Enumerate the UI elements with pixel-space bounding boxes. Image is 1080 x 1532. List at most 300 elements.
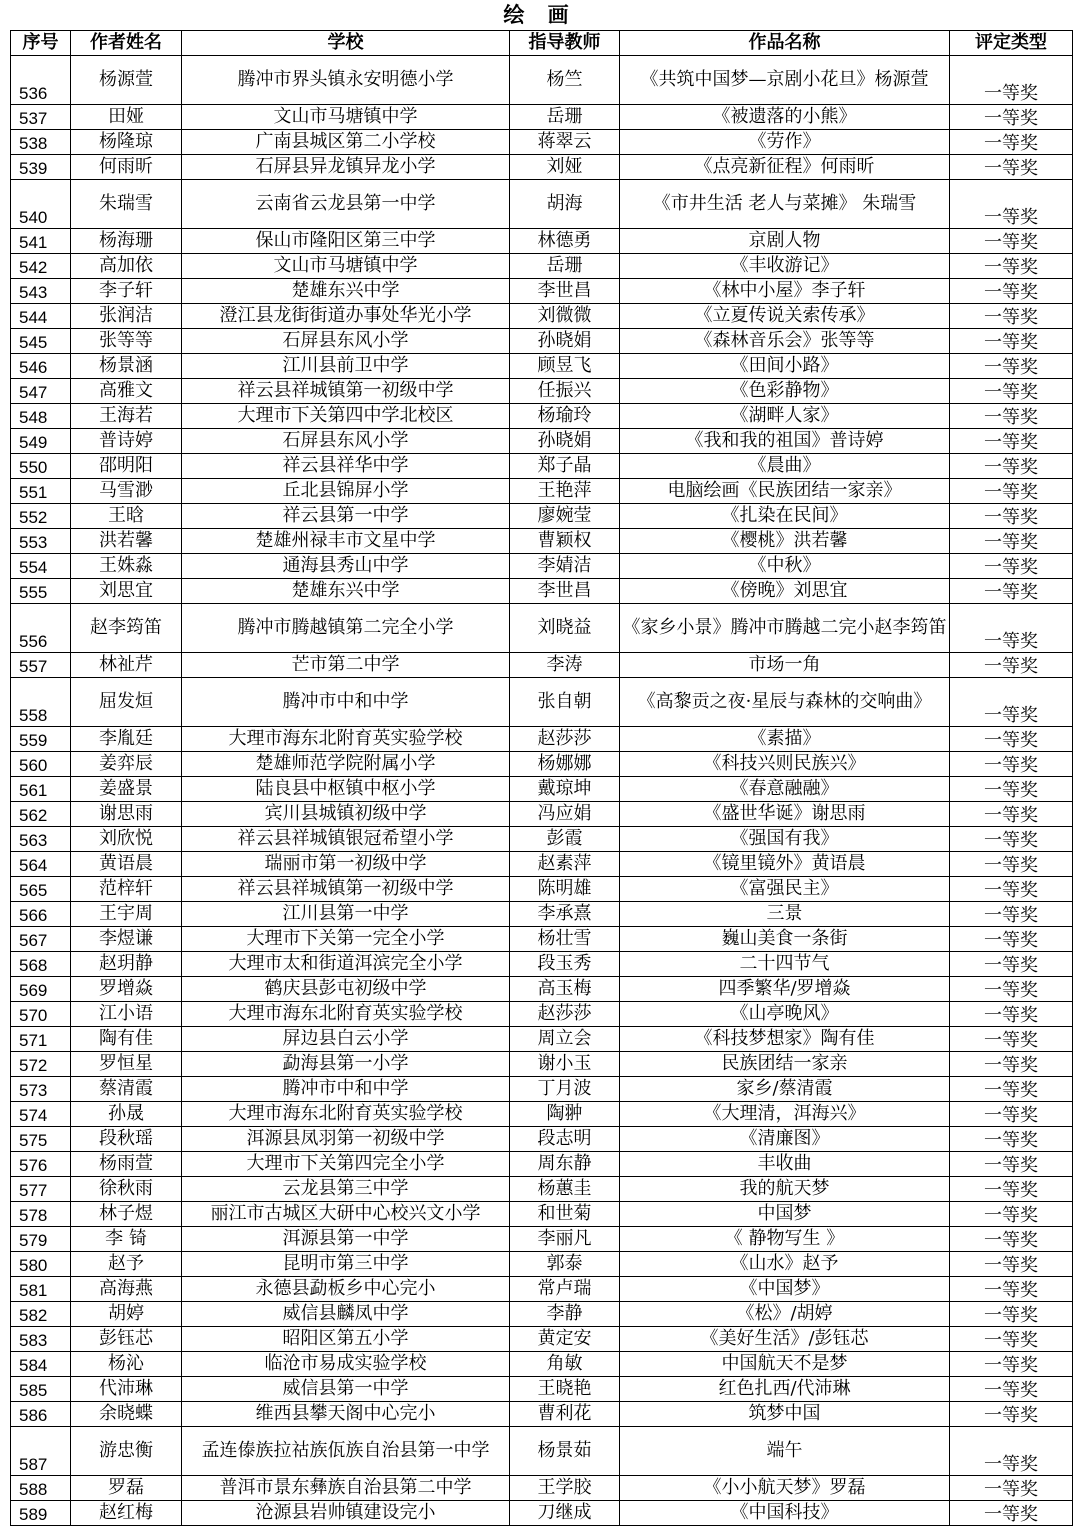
row-teacher: 岳珊 (510, 254, 620, 279)
row-work-title: 《 静物写生 》 (620, 1227, 950, 1252)
table-row (11, 1501, 1073, 1526)
row-work-title: 《素描》 (620, 727, 950, 752)
row-seq-number: 547 (11, 379, 71, 404)
row-seq-number: 545 (11, 329, 71, 354)
row-author-name: 杨源萱 (71, 56, 182, 105)
row-work-title: 丰收曲 (620, 1152, 950, 1177)
row-award-type: 一等奖 (950, 304, 1073, 329)
row-school: 祥云县祥城镇第一初级中学 (182, 379, 510, 404)
row-teacher: 曹颖权 (510, 529, 620, 554)
row-teacher: 常卢瑞 (510, 1277, 620, 1302)
row-seq-number: 581 (11, 1277, 71, 1302)
row-school: 腾冲市中和中学 (182, 1077, 510, 1102)
row-work-title: 我的航天梦 (620, 1177, 950, 1202)
row-teacher: 曹利花 (510, 1402, 620, 1427)
row-seq-number: 588 (11, 1476, 71, 1501)
row-seq-number: 585 (11, 1377, 71, 1402)
row-teacher: 陈明雄 (510, 877, 620, 902)
row-work-title: 红色扎西/代沛琳 (620, 1377, 950, 1402)
row-teacher: 丁月波 (510, 1077, 620, 1102)
table-row (11, 1252, 1073, 1277)
table-row (11, 454, 1073, 479)
row-author-name: 代沛琳 (71, 1377, 182, 1402)
table-row (11, 927, 1073, 952)
row-seq-number: 577 (11, 1177, 71, 1202)
row-teacher: 谢小玉 (510, 1052, 620, 1077)
row-award-type: 一等奖 (950, 329, 1073, 354)
row-work-title: 《科技梦想家》陶有佳 (620, 1027, 950, 1052)
row-seq-number: 584 (11, 1352, 71, 1377)
row-work-title: 《立夏传说关索传承》 (620, 304, 950, 329)
row-seq-number: 568 (11, 952, 71, 977)
row-seq-number: 559 (11, 727, 71, 752)
header-work-title: 作品名称 (620, 31, 950, 56)
row-work-title: 《强国有我》 (620, 827, 950, 852)
row-work-title: 《中国梦》 (620, 1277, 950, 1302)
row-teacher: 李涛 (510, 653, 620, 678)
row-seq-number: 579 (11, 1227, 71, 1252)
row-award-type: 一等奖 (950, 1402, 1073, 1427)
row-work-title: 《中秋》 (620, 554, 950, 579)
table-row (11, 1027, 1073, 1052)
row-work-title: 二十四节气 (620, 952, 950, 977)
row-work-title: 《丰收游记》 (620, 254, 950, 279)
row-school: 宾川县城镇初级中学 (182, 802, 510, 827)
row-seq-number: 582 (11, 1302, 71, 1327)
row-seq-number: 562 (11, 802, 71, 827)
row-work-title: 《樱桃》洪若馨 (620, 529, 950, 554)
row-teacher: 胡海 (510, 180, 620, 229)
row-teacher: 冯应娟 (510, 802, 620, 827)
row-work-title: 三景 (620, 902, 950, 927)
row-school: 腾冲市界头镇永安明德小学 (182, 56, 510, 105)
row-award-type: 一等奖 (950, 1277, 1073, 1302)
row-award-type: 一等奖 (950, 927, 1073, 952)
row-award-type: 一等奖 (950, 1077, 1073, 1102)
row-school: 维西县攀天阁中心完小 (182, 1402, 510, 1427)
row-award-type: 一等奖 (950, 279, 1073, 304)
table-row (11, 653, 1073, 678)
row-work-title: 《扎染在民间》 (620, 504, 950, 529)
row-teacher: 顾昱飞 (510, 354, 620, 379)
awards-table (10, 30, 1073, 1526)
row-author-name: 王宇周 (71, 902, 182, 927)
row-seq-number: 589 (11, 1501, 71, 1526)
row-author-name: 朱瑞雪 (71, 180, 182, 229)
row-author-name: 谢思雨 (71, 802, 182, 827)
row-award-type: 一等奖 (950, 229, 1073, 254)
row-teacher: 孙晓娟 (510, 329, 620, 354)
header-seq: 序号 (11, 31, 71, 56)
row-work-title: 《清廉图》 (620, 1127, 950, 1152)
row-seq-number: 563 (11, 827, 71, 852)
table-row (11, 1127, 1073, 1152)
table-row (11, 1277, 1073, 1302)
row-school: 鹤庆县彭屯初级中学 (182, 977, 510, 1002)
row-school: 江川县前卫中学 (182, 354, 510, 379)
row-author-name: 普诗婷 (71, 429, 182, 454)
table-row (11, 329, 1073, 354)
row-author-name: 张等等 (71, 329, 182, 354)
row-work-title: 中国航天不是梦 (620, 1352, 950, 1377)
row-award-type: 一等奖 (950, 977, 1073, 1002)
row-author-name: 李子轩 (71, 279, 182, 304)
row-teacher: 杨娜娜 (510, 752, 620, 777)
row-award-type: 一等奖 (950, 1377, 1073, 1402)
row-work-title: 《山水》赵予 (620, 1252, 950, 1277)
table-row (11, 802, 1073, 827)
row-teacher: 刘娅 (510, 155, 620, 180)
row-school: 楚雄东兴中学 (182, 579, 510, 604)
row-teacher: 郭泰 (510, 1252, 620, 1277)
row-teacher: 陶翀 (510, 1102, 620, 1127)
row-work-title: 《松》/胡婷 (620, 1302, 950, 1327)
row-author-name: 林子煜 (71, 1202, 182, 1227)
table-row (11, 1052, 1073, 1077)
row-school: 云龙县第三中学 (182, 1177, 510, 1202)
row-school: 丘北县锦屏小学 (182, 479, 510, 504)
row-author-name: 彭钰芯 (71, 1327, 182, 1352)
table-row (11, 229, 1073, 254)
row-school: 大理市海东北附育英实验学校 (182, 727, 510, 752)
row-seq-number: 576 (11, 1152, 71, 1177)
row-author-name: 王晗 (71, 504, 182, 529)
row-award-type: 一等奖 (950, 1302, 1073, 1327)
row-seq-number: 571 (11, 1027, 71, 1052)
row-award-type: 一等奖 (950, 777, 1073, 802)
row-teacher: 李承熹 (510, 902, 620, 927)
row-work-title: 电脑绘画《民族团结一家亲》 (620, 479, 950, 504)
row-teacher: 李世昌 (510, 579, 620, 604)
table-row (11, 1352, 1073, 1377)
row-work-title: 《家乡小景》腾冲市腾越二完小赵李筠笛 (620, 604, 950, 653)
table-row (11, 1476, 1073, 1501)
row-award-type: 一等奖 (950, 1252, 1073, 1277)
row-work-title: 《镜里镜外》黄语晨 (620, 852, 950, 877)
row-seq-number: 566 (11, 902, 71, 927)
row-teacher: 刀继成 (510, 1501, 620, 1526)
row-author-name: 余晓蝶 (71, 1402, 182, 1427)
row-award-type: 一等奖 (950, 1102, 1073, 1127)
header-school: 学校 (182, 31, 510, 56)
row-school: 昆明市第三中学 (182, 1252, 510, 1277)
row-award-type: 一等奖 (950, 752, 1073, 777)
row-author-name: 赵李筠笛 (71, 604, 182, 653)
row-school: 石屏县异龙镇异龙小学 (182, 155, 510, 180)
row-seq-number: 587 (11, 1427, 71, 1476)
row-teacher: 戴琼坤 (510, 777, 620, 802)
table-row (11, 977, 1073, 1002)
row-author-name: 胡婷 (71, 1302, 182, 1327)
table-row (11, 1377, 1073, 1402)
row-seq-number: 556 (11, 604, 71, 653)
row-teacher: 刘晓益 (510, 604, 620, 653)
row-school: 楚雄州禄丰市文星中学 (182, 529, 510, 554)
row-author-name: 范梓轩 (71, 877, 182, 902)
row-work-title: 《山亭晚风》 (620, 1002, 950, 1027)
row-work-title: 家乡/蔡清霞 (620, 1077, 950, 1102)
row-work-title: 《湖畔人家》 (620, 404, 950, 429)
row-school: 昭阳区第五小学 (182, 1327, 510, 1352)
table-row (11, 254, 1073, 279)
row-seq-number: 555 (11, 579, 71, 604)
row-seq-number: 557 (11, 653, 71, 678)
row-work-title: 《我和我的祖国》普诗婷 (620, 429, 950, 454)
row-author-name: 李胤廷 (71, 727, 182, 752)
row-teacher: 段志明 (510, 1127, 620, 1152)
row-seq-number: 583 (11, 1327, 71, 1352)
table-row (11, 1002, 1073, 1027)
row-work-title: 《被遗落的小熊》 (620, 105, 950, 130)
row-award-type: 一等奖 (950, 1501, 1073, 1526)
row-school: 楚雄师范学院附属小学 (182, 752, 510, 777)
row-teacher: 赵莎莎 (510, 1002, 620, 1027)
row-seq-number: 558 (11, 678, 71, 727)
table-row (11, 1177, 1073, 1202)
row-school: 大理市太和街道洱滨完全小学 (182, 952, 510, 977)
row-teacher: 王学胶 (510, 1476, 620, 1501)
row-work-title: 《市井生活 老人与菜摊》 朱瑞雪 (620, 180, 950, 229)
row-award-type: 一等奖 (950, 504, 1073, 529)
row-seq-number: 575 (11, 1127, 71, 1152)
row-author-name: 王姝淼 (71, 554, 182, 579)
row-work-title: 市场一角 (620, 653, 950, 678)
row-school: 洱源县第一中学 (182, 1227, 510, 1252)
row-award-type: 一等奖 (950, 678, 1073, 727)
row-award-type: 一等奖 (950, 354, 1073, 379)
row-author-name: 王海若 (71, 404, 182, 429)
row-seq-number: 536 (11, 56, 71, 105)
row-author-name: 李 锜 (71, 1227, 182, 1252)
row-work-title: 《盛世华诞》谢思雨 (620, 802, 950, 827)
row-school: 屏边县白云小学 (182, 1027, 510, 1052)
row-seq-number: 551 (11, 479, 71, 504)
row-author-name: 赵予 (71, 1252, 182, 1277)
table-row (11, 105, 1073, 130)
row-author-name: 李煜谦 (71, 927, 182, 952)
row-seq-number: 548 (11, 404, 71, 429)
row-school: 瑞丽市第一初级中学 (182, 852, 510, 877)
table-body (11, 56, 1073, 1526)
header-author: 作者姓名 (71, 31, 182, 56)
table-row (11, 1402, 1073, 1427)
row-school: 陆良县中枢镇中枢小学 (182, 777, 510, 802)
row-school: 云南省云龙县第一中学 (182, 180, 510, 229)
row-work-title: 《春意融融》 (620, 777, 950, 802)
row-seq-number: 578 (11, 1202, 71, 1227)
row-award-type: 一等奖 (950, 554, 1073, 579)
row-award-type: 一等奖 (950, 404, 1073, 429)
row-seq-number: 540 (11, 180, 71, 229)
row-award-type: 一等奖 (950, 579, 1073, 604)
row-teacher: 廖婉莹 (510, 504, 620, 529)
row-teacher: 赵莎莎 (510, 727, 620, 752)
row-author-name: 孙晟 (71, 1102, 182, 1127)
row-school: 普洱市景东彝族自治县第二中学 (182, 1476, 510, 1501)
row-school: 孟连傣族拉祜族佤族自治县第一中学 (182, 1427, 510, 1476)
table-row (11, 1327, 1073, 1352)
row-author-name: 姜盛景 (71, 777, 182, 802)
row-work-title: 《共筑中国梦—京剧小花旦》杨源萱 (620, 56, 950, 105)
row-school: 澄江县龙街街道办事处华光小学 (182, 304, 510, 329)
row-teacher: 段玉秀 (510, 952, 620, 977)
row-award-type: 一等奖 (950, 1202, 1073, 1227)
table-row (11, 479, 1073, 504)
row-seq-number: 553 (11, 529, 71, 554)
row-author-name: 杨海珊 (71, 229, 182, 254)
row-teacher: 彭霞 (510, 827, 620, 852)
row-work-title: 京剧人物 (620, 229, 950, 254)
row-school: 祥云县祥华中学 (182, 454, 510, 479)
row-school: 永德县勐板乡中心完小 (182, 1277, 510, 1302)
table-row (11, 354, 1073, 379)
row-seq-number: 538 (11, 130, 71, 155)
row-award-type: 一等奖 (950, 429, 1073, 454)
row-work-title: 《劳作》 (620, 130, 950, 155)
row-teacher: 王艳萍 (510, 479, 620, 504)
row-teacher: 张自朝 (510, 678, 620, 727)
row-teacher: 林德勇 (510, 229, 620, 254)
row-award-type: 一等奖 (950, 877, 1073, 902)
row-teacher: 李静 (510, 1302, 620, 1327)
row-seq-number: 539 (11, 155, 71, 180)
row-school: 文山市马塘镇中学 (182, 105, 510, 130)
row-teacher: 高玉梅 (510, 977, 620, 1002)
row-author-name: 杨沁 (71, 1352, 182, 1377)
row-work-title: 民族团结一家亲 (620, 1052, 950, 1077)
row-author-name: 徐秋雨 (71, 1177, 182, 1202)
page-title: 绘 画 (503, 3, 577, 27)
row-teacher: 杨瑜玲 (510, 404, 620, 429)
row-author-name: 罗增焱 (71, 977, 182, 1002)
row-school: 临沧市易成实验学校 (182, 1352, 510, 1377)
row-seq-number: 570 (11, 1002, 71, 1027)
row-seq-number: 567 (11, 927, 71, 952)
row-teacher: 郑子晶 (510, 454, 620, 479)
row-award-type: 一等奖 (950, 1227, 1073, 1252)
row-author-name: 刘欣悦 (71, 827, 182, 852)
row-work-title: 《色彩静物》 (620, 379, 950, 404)
row-work-title: 《晨曲》 (620, 454, 950, 479)
row-award-type: 一等奖 (950, 1127, 1073, 1152)
table-row (11, 827, 1073, 852)
row-author-name: 罗磊 (71, 1476, 182, 1501)
row-teacher: 角敏 (510, 1352, 620, 1377)
table-row (11, 579, 1073, 604)
row-seq-number: 564 (11, 852, 71, 877)
row-award-type: 一等奖 (950, 1427, 1073, 1476)
row-seq-number: 569 (11, 977, 71, 1002)
row-school: 通海县秀山中学 (182, 554, 510, 579)
table-row (11, 279, 1073, 304)
row-work-title: 《高黎贡之夜·星辰与森林的交响曲》 (620, 678, 950, 727)
row-work-title: 《美好生活》/彭钰芯 (620, 1327, 950, 1352)
row-school: 威信县第一中学 (182, 1377, 510, 1402)
row-seq-number: 542 (11, 254, 71, 279)
table-row (11, 852, 1073, 877)
row-seq-number: 561 (11, 777, 71, 802)
row-author-name: 高雅文 (71, 379, 182, 404)
row-award-type: 一等奖 (950, 1352, 1073, 1377)
table-row (11, 727, 1073, 752)
table-row (11, 56, 1073, 105)
table-row (11, 1227, 1073, 1252)
row-school: 文山市马塘镇中学 (182, 254, 510, 279)
row-award-type: 一等奖 (950, 727, 1073, 752)
row-teacher: 蒋翠云 (510, 130, 620, 155)
row-seq-number: 543 (11, 279, 71, 304)
row-award-type: 一等奖 (950, 529, 1073, 554)
row-seq-number: 552 (11, 504, 71, 529)
header-award: 评定类型 (950, 31, 1073, 56)
row-school: 石屏县东风小学 (182, 329, 510, 354)
row-seq-number: 550 (11, 454, 71, 479)
row-seq-number: 541 (11, 229, 71, 254)
row-award-type: 一等奖 (950, 1327, 1073, 1352)
table-row (11, 1427, 1073, 1476)
row-award-type: 一等奖 (950, 379, 1073, 404)
row-author-name: 何雨昕 (71, 155, 182, 180)
row-teacher: 岳珊 (510, 105, 620, 130)
row-seq-number: 549 (11, 429, 71, 454)
row-school: 祥云县祥城镇第一初级中学 (182, 877, 510, 902)
table-row (11, 155, 1073, 180)
row-work-title: 《点亮新征程》何雨昕 (620, 155, 950, 180)
row-author-name: 杨隆琼 (71, 130, 182, 155)
row-work-title: 中国梦 (620, 1202, 950, 1227)
row-school: 江川县第一中学 (182, 902, 510, 927)
row-teacher: 杨景茹 (510, 1427, 620, 1476)
row-school: 威信县麟凤中学 (182, 1302, 510, 1327)
row-seq-number: 572 (11, 1052, 71, 1077)
row-school: 勐海县第一小学 (182, 1052, 510, 1077)
table-row (11, 429, 1073, 454)
row-award-type: 一等奖 (950, 130, 1073, 155)
row-work-title: 《森林音乐会》张等等 (620, 329, 950, 354)
row-author-name: 陶有佳 (71, 1027, 182, 1052)
row-teacher: 周立会 (510, 1027, 620, 1052)
row-work-title: 《大理清，洱海兴》 (620, 1102, 950, 1127)
table-row (11, 504, 1073, 529)
row-teacher: 李婧洁 (510, 554, 620, 579)
row-teacher: 杨蕙圭 (510, 1177, 620, 1202)
row-teacher: 和世菊 (510, 1202, 620, 1227)
row-school: 祥云县祥城镇银冠希望小学 (182, 827, 510, 852)
row-award-type: 一等奖 (950, 1052, 1073, 1077)
row-school: 沧源县岩帅镇建设完小 (182, 1501, 510, 1526)
row-work-title: 《中国科技》 (620, 1501, 950, 1526)
row-school: 丽江市古城区大研中心校兴文小学 (182, 1202, 510, 1227)
row-school: 石屏县东风小学 (182, 429, 510, 454)
row-school: 保山市隆阳区第三中学 (182, 229, 510, 254)
row-award-type: 一等奖 (950, 155, 1073, 180)
row-award-type: 一等奖 (950, 56, 1073, 105)
table-row (11, 678, 1073, 727)
row-award-type: 一等奖 (950, 827, 1073, 852)
row-work-title: 筑梦中国 (620, 1402, 950, 1427)
row-work-title: 《田间小路》 (620, 354, 950, 379)
table-row (11, 304, 1073, 329)
table-row (11, 1202, 1073, 1227)
table-row (11, 130, 1073, 155)
row-author-name: 洪若馨 (71, 529, 182, 554)
row-seq-number: 560 (11, 752, 71, 777)
row-seq-number: 546 (11, 354, 71, 379)
row-author-name: 邵明阳 (71, 454, 182, 479)
row-work-title: 《傍晚》刘思宜 (620, 579, 950, 604)
table-row (11, 529, 1073, 554)
row-author-name: 张润洁 (71, 304, 182, 329)
